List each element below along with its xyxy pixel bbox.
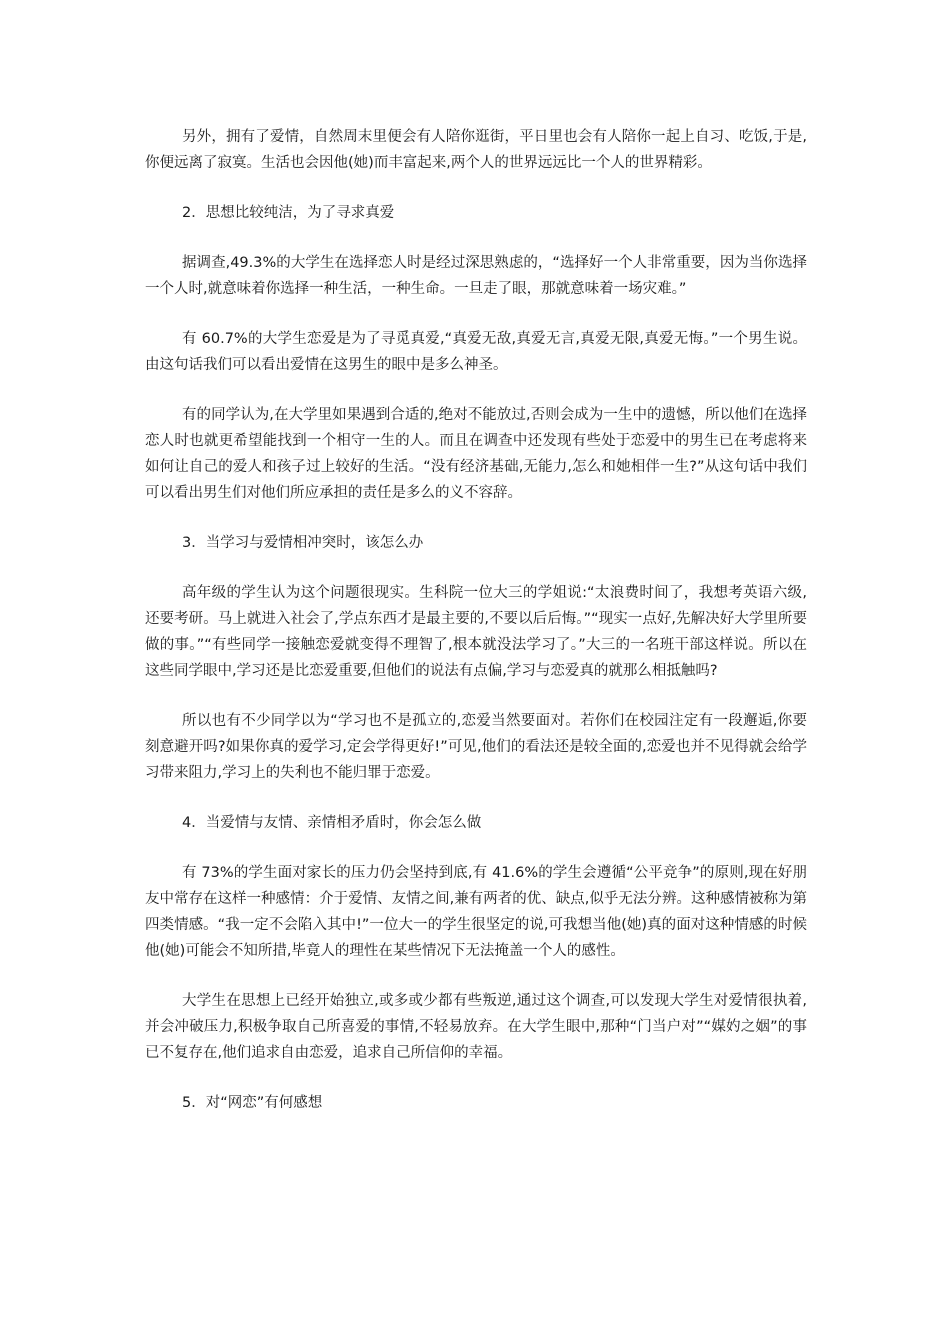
paragraph: 高年级的学生认为这个问题很现实。生科院一位大三的学姐说:“太浪费时间了，我想考英语六级,还要考研。马上就进入社会了,学点东西才是最主要的,不要以后后悔。”“现实一点好,先解决好大学里所要做的事。”“有些同学一接触恋爱就变得不理智了,根本就没法学习了。”大三的一名班干部这样说。所以在这些同学眼中,学习还是比恋爱重要,但他们的说法有点偏,学习与恋爱真的就那么相抵触吗?: [145, 585, 807, 679]
document-page: [145, 124, 807, 1140]
section-heading: 5．对“网恋”有何感想: [182, 1095, 323, 1111]
paragraph: 所以也有不少同学以为“学习也不是孤立的,恋爱当然要面对。若你们在校园注定有一段邂逅,你要刻意避开吗?如果你真的爱学习,定会学得更好!”可见,他们的看法还是较全面的,恋爱也并不见得就会给学习带来阻力,学习上的失利也不能归罪于恋爱。: [145, 713, 807, 781]
paragraph: 有的同学认为,在大学里如果遇到合适的,绝对不能放过,否则会成为一生中的遗憾，所以他们在选择恋人时也就更希望能找到一个相守一生的人。而且在调查中还发现有些处于恋爱中的男生已在考虑将来如何让自己的爱人和孩子过上较好的生活。“没有经济基础,无能力,怎么和她相伴一生?”从这句话中我们可以看出男生们对他们所应承担的责任是多么的义不容辞。: [145, 407, 807, 501]
paragraph: 另外，拥有了爱情，自然周末里便会有人陪你逛街，平日里也会有人陪你一起上自习、吃饭,于是,你便远离了寂寞。生活也会因他(她)而丰富起来,两个人的世界远远比一个人的世界精彩。: [145, 129, 807, 171]
section-heading: 3．当学习与爱情相冲突时，该怎么办: [182, 535, 424, 551]
section-heading: 2．思想比较纯洁，为了寻求真爱: [182, 205, 395, 221]
paragraph: 大学生在思想上已经开始独立,或多或少都有些叛逆,通过这个调查,可以发现大学生对爱情很执着,并会冲破压力,积极争取自己所喜爱的事情,不轻易放弃。在大学生眼中,那种“门当户对”“媒妁之姻”的事已不复存在,他们追求自由恋爱，追求自己所信仰的幸福。: [145, 993, 807, 1061]
paragraph: 有 73%的学生面对家长的压力仍会坚持到底,有 41.6%的学生会遵循“公平竞争”的原则,现在好朋友中常存在这样一种感情：介于爱情、友情之间,兼有两者的优、缺点,似乎无法分辨。这种感情被称为第四类情感。“我一定不会陷入其中!”一位大一的学生很坚定的说,可我想当他(她)真的面对这种情感的时候他(她)可能会不知所措,毕竟人的理性在某些情况下无法掩盖一个人的感性。: [145, 865, 807, 959]
section-heading: 4．当爱情与友情、亲情相矛盾时，你会怎么做: [182, 815, 482, 831]
paragraph: 有 60.7%的大学生恋爱是为了寻觅真爱,“真爱无敌,真爱无言,真爱无限,真爱无悔。”一个男生说。由这句话我们可以看出爱情在这男生的眼中是多么神圣。: [145, 331, 807, 373]
paragraph: 据调查,49.3%的大学生在选择恋人时是经过深思熟虑的，“选择好一个人非常重要，因为当你选择一个人时,就意味着你选择一种生活，一种生命。一旦走了眼，那就意味着一场灾难。”: [145, 255, 807, 297]
